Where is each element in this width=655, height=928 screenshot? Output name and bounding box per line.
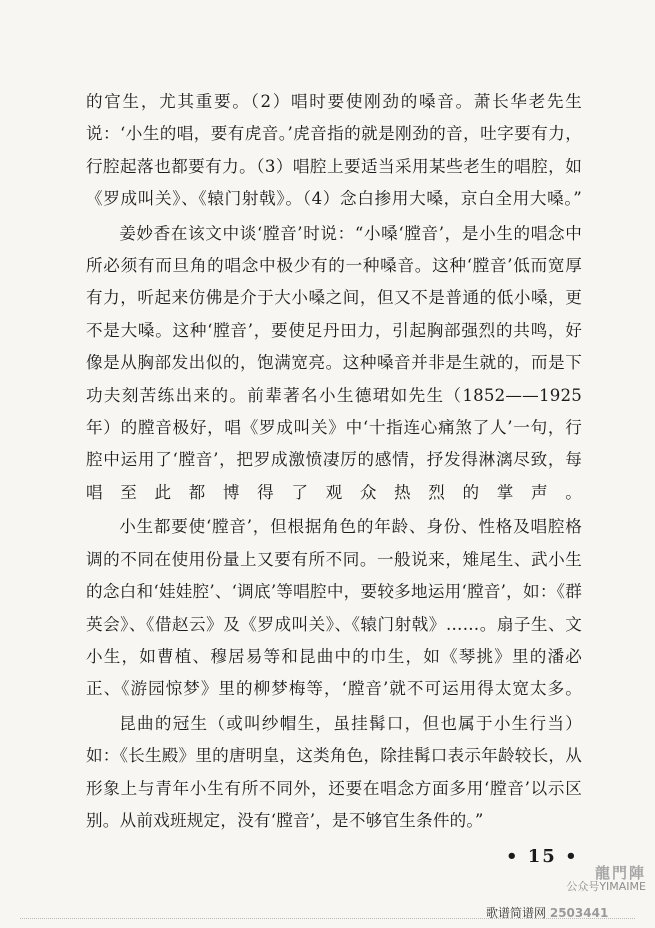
footer-id: 2503441	[549, 906, 609, 920]
page-number: • 15 •	[506, 846, 579, 867]
scan-noise-line	[20, 918, 635, 921]
footer-source: 歌谱简谱网	[486, 906, 547, 920]
paragraph-3: 小生都要使‘膛音’，但根据角色的年龄、身份、性格及唱腔格调的不同在使用份量上又要有所不同。一般说来，雉尾生、武小生的念白和‘娃娃腔’、‘调底’等唱腔中，要较多地运用‘膛音’，如：《群英会》、《借赵云》及《罗成叫关》、《辕门射戟》……。扇子生、文小生，如曹植、穆居易等和昆曲中的巾生，如《琴挑》里的潘必正、《游园惊梦》里的柳梦梅等，‘膛音’就不可运用得太宽太多。	[86, 517, 582, 699]
paragraph-4: 昆曲的冠生（或叫纱帽生，虽挂髯口，但也属于小生行当）如：《长生殿》里的唐明皇，这类角色，除挂髯口表示年龄较长，从形象上与青年小生有所不同外，还要在唱念方面多用‘膛音’以示区别。从前戏班规定，没有‘膛音’，是不够官生条件的。”	[86, 713, 582, 830]
watermark-brand: 龍門陣	[594, 864, 646, 882]
page-body	[86, 86, 582, 839]
paragraph-2: 姜妙香在该文中谈‘膛音’时说：“小嗓‘膛音’，是小生的唱念中所必须有而旦角的唱念中极少有的一种嗓音。这种‘膛音’低而宽厚有力，听起来仿佛是介于大小嗓之间，但又不是普通的低小嗓，更不是大嗓。这种‘膛音’，要使足丹田力，引起胸部强烈的共鸣，好像是从胸部发出似的，饱满宽亮。这种嗓音并非是生就的，而是下功夫刻苦练出来的。前辈著名小生德珺如先生（1852——1925年）的膛音极好，唱《罗成叫关》中‘十指连心痛煞了人’一句，行腔中运用了‘膛音’，把罗成激愤凄厉的感情，抒发得淋漓尽致，每唱至此都博得了观众热烈的掌声。	[86, 223, 582, 502]
watermark-account: 公众号YIMAIME	[566, 880, 646, 893]
paragraph-1: 的官生，尤其重要。（2）唱时要使刚劲的嗓音。萧长华老先生说：‘小生的唱，要有虎音。’虎音指的就是刚劲的音，吐字要有力，行腔起落也都要有力。（3）唱腔上要适当采用某些老生的唱腔，如《罗成叫关》、《辕门射戟》。（4）念白掺用大嗓，京白全用大嗓。”	[86, 92, 582, 209]
watermark	[526, 866, 646, 894]
